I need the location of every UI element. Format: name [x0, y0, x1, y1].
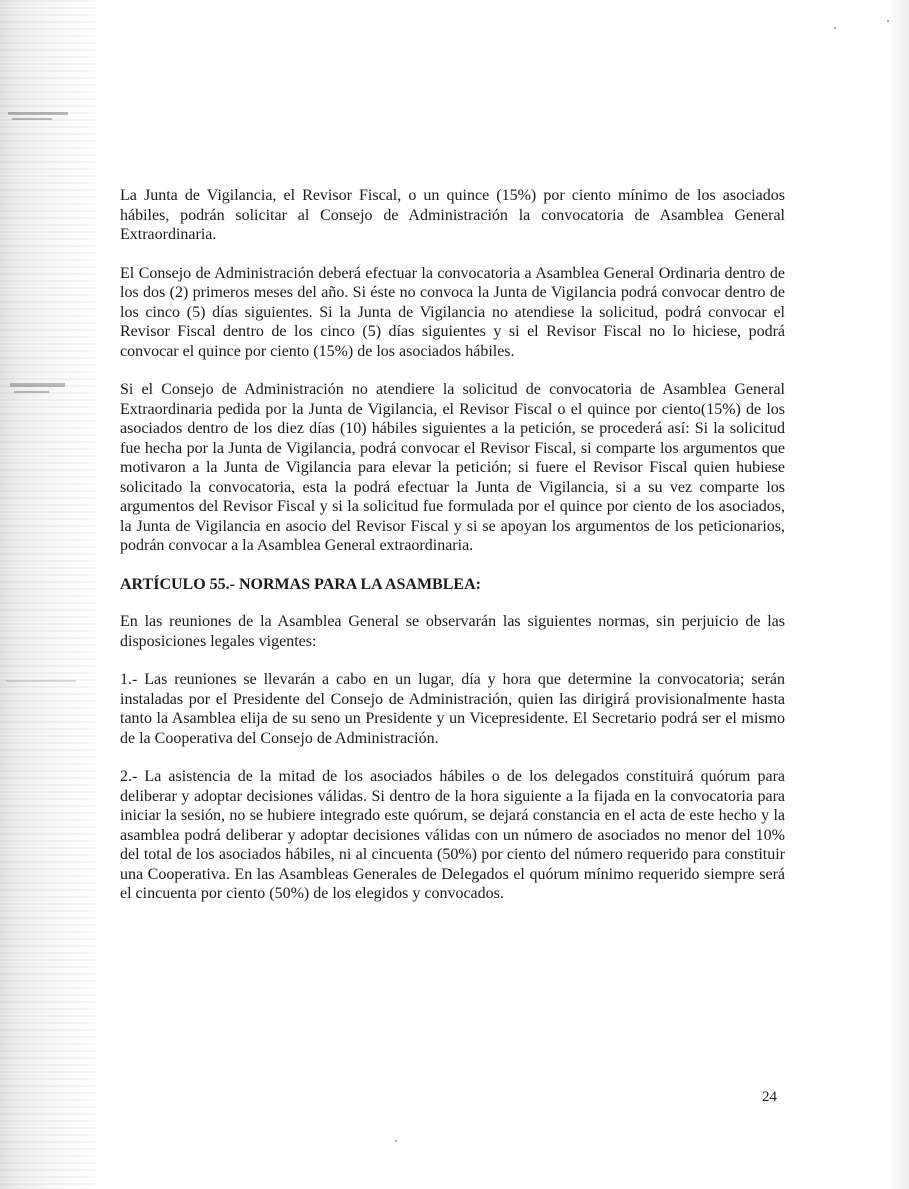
- article-heading: ARTÍCULO 55.- NORMAS PARA LA ASAMBLEA:: [120, 575, 481, 593]
- paragraph-2: El Consejo de Administración deberá efectuar la convocatoria a Asamblea General Ordinaria dentro de los dos (2) primeros meses del año. Si éste no convoca la Junta de Vigilancia podrá convocar dentro de los cinco (5) días siguientes. Si la Junta de Vigilancia no atendiese la solicitud, podrá convocar el Revisor Fiscal dentro de los cinco (5) días siguientes y si el Revisor Fiscal no lo hiciese, podrá convocar el quince por ciento (15%) de los asociados hábiles.: [120, 264, 785, 360]
- paragraph-4: En las reuniones de la Asamblea General se observarán las siguientes normas, sin perjuicio de las disposiciones legales vigentes:: [120, 613, 785, 650]
- paragraph-5: 1.- Las reuniones se llevarán a cabo en un lugar, día y hora que determine la convocatoria; serán instaladas por el Presidente del Consejo de Administración, quien las dirigirá provisionalmente hasta tanto la Asamblea elija de su seno un Presidente y un Vicepresidente. El Secretario podrá ser el mismo de la Cooperativa del Consejo de Administración.: [120, 671, 785, 747]
- scan-edge-right-artifact: [887, 0, 909, 1189]
- scan-speck: [395, 1140, 397, 1142]
- paragraph-6: 2.- La asistencia de la mitad de los asociados hábiles o de los delegados constituirá quórum para deliberar y adoptar decisiones válidas. Si dentro de la hora siguiente a la fijada en la convocatoria para iniciar la sesión, no se hubiere integrado este quórum, se dejará constancia en el acta de este hecho y la asamblea podrá deliberar y adoptar decisiones válidas con un número de asociados no menor del 10% del total de los asociados hábiles, ni al cincuenta (50%) por ciento del número requerido para constituir una Cooperativa. En las Asambleas Generales de Delegados el quórum mínimo requerido siempre será el cincuenta por ciento (50%) de los elegidos y convocados.: [120, 768, 785, 902]
- scan-speck: [887, 20, 889, 22]
- paragraph-1: La Junta de Vigilancia, el Revisor Fiscal, o un quince (15%) por ciento mínimo de los asociados hábiles, podrán solicitar al Consejo de Administración la convocatoria de Asamblea General Extraordinaria.: [120, 187, 785, 243]
- scan-speck: [834, 27, 836, 29]
- paragraph-3: Si el Consejo de Administración no atendiere la solicitud de convocatoria de Asamblea General Extraordinaria pedida por la Junta de Vigilancia, el Revisor Fiscal o el quince por ciento(15%) de los asociados dentro de los diez días (10) hábiles siguientes a la petición, se procederá así: Si la solicitud fue hecha por la Junta de Vigilancia, podrá convocar el Revisor Fiscal, si comparte los argumentos que motivaron a la Junta de Vigilancia para elevar la petición; si fuere el Revisor Fiscal quien hubiese solicitado la convocatoria, esta la podrá efectuar la Junta de Vigilancia, si a su vez comparte los argumentos del Revisor Fiscal y si la solicitud fue formulada por el quince por ciento de los asociados, la Junta de Vigilancia en asocio del Revisor Fiscal y si se apoyan los argumentos de los peticionarios, podrán convocar a la Asamblea General extraordinaria.: [120, 381, 785, 554]
- scan-edge-artifact: [0, 0, 95, 1189]
- document-body: [120, 186, 785, 923]
- page-number: 24: [762, 1089, 777, 1105]
